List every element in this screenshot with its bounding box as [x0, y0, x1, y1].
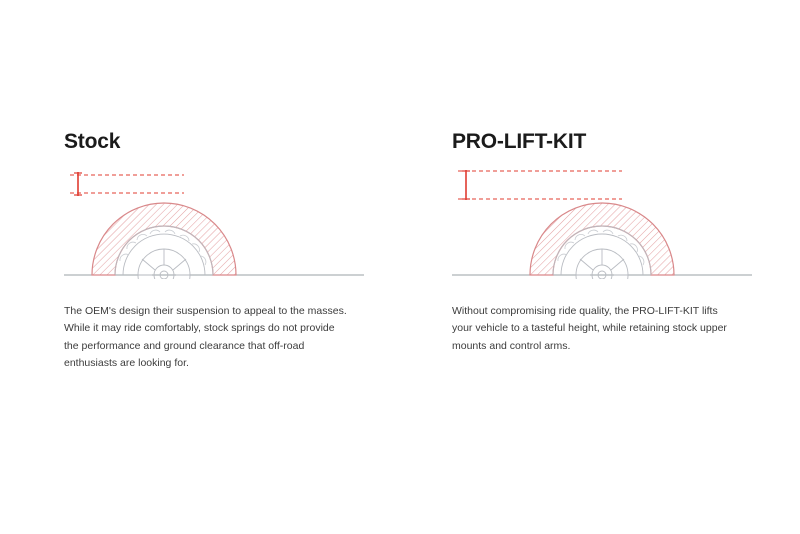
caption-stock: The OEM's design their suspension to appeal to the masses. While it may ride comfortably, stock springs do not provide the performance and ground clearance that off-road enthusiasts are looking for.: [64, 305, 347, 370]
stock-illustration: [64, 169, 364, 279]
gap-measure-pro-lift-kit: [458, 170, 622, 200]
gap-measure-stock: [70, 172, 184, 196]
figure-stock: [64, 169, 364, 279]
panel-stock: [64, 130, 364, 383]
panel-title-pro-lift-kit: PRO-LIFT-KIT: [452, 130, 587, 153]
figure-pro-lift-kit: [452, 169, 752, 279]
pro-lift-kit-illustration: [452, 169, 752, 279]
panel-title-stock: Stock: [64, 130, 121, 153]
caption-pro-lift-kit: Without compromising ride quality, the PRO-LIFT-KIT lifts your vehicle to a tasteful height, while retaining stock upper mounts and control arms.: [452, 305, 727, 352]
panel-pro-lift-kit: [452, 130, 752, 366]
